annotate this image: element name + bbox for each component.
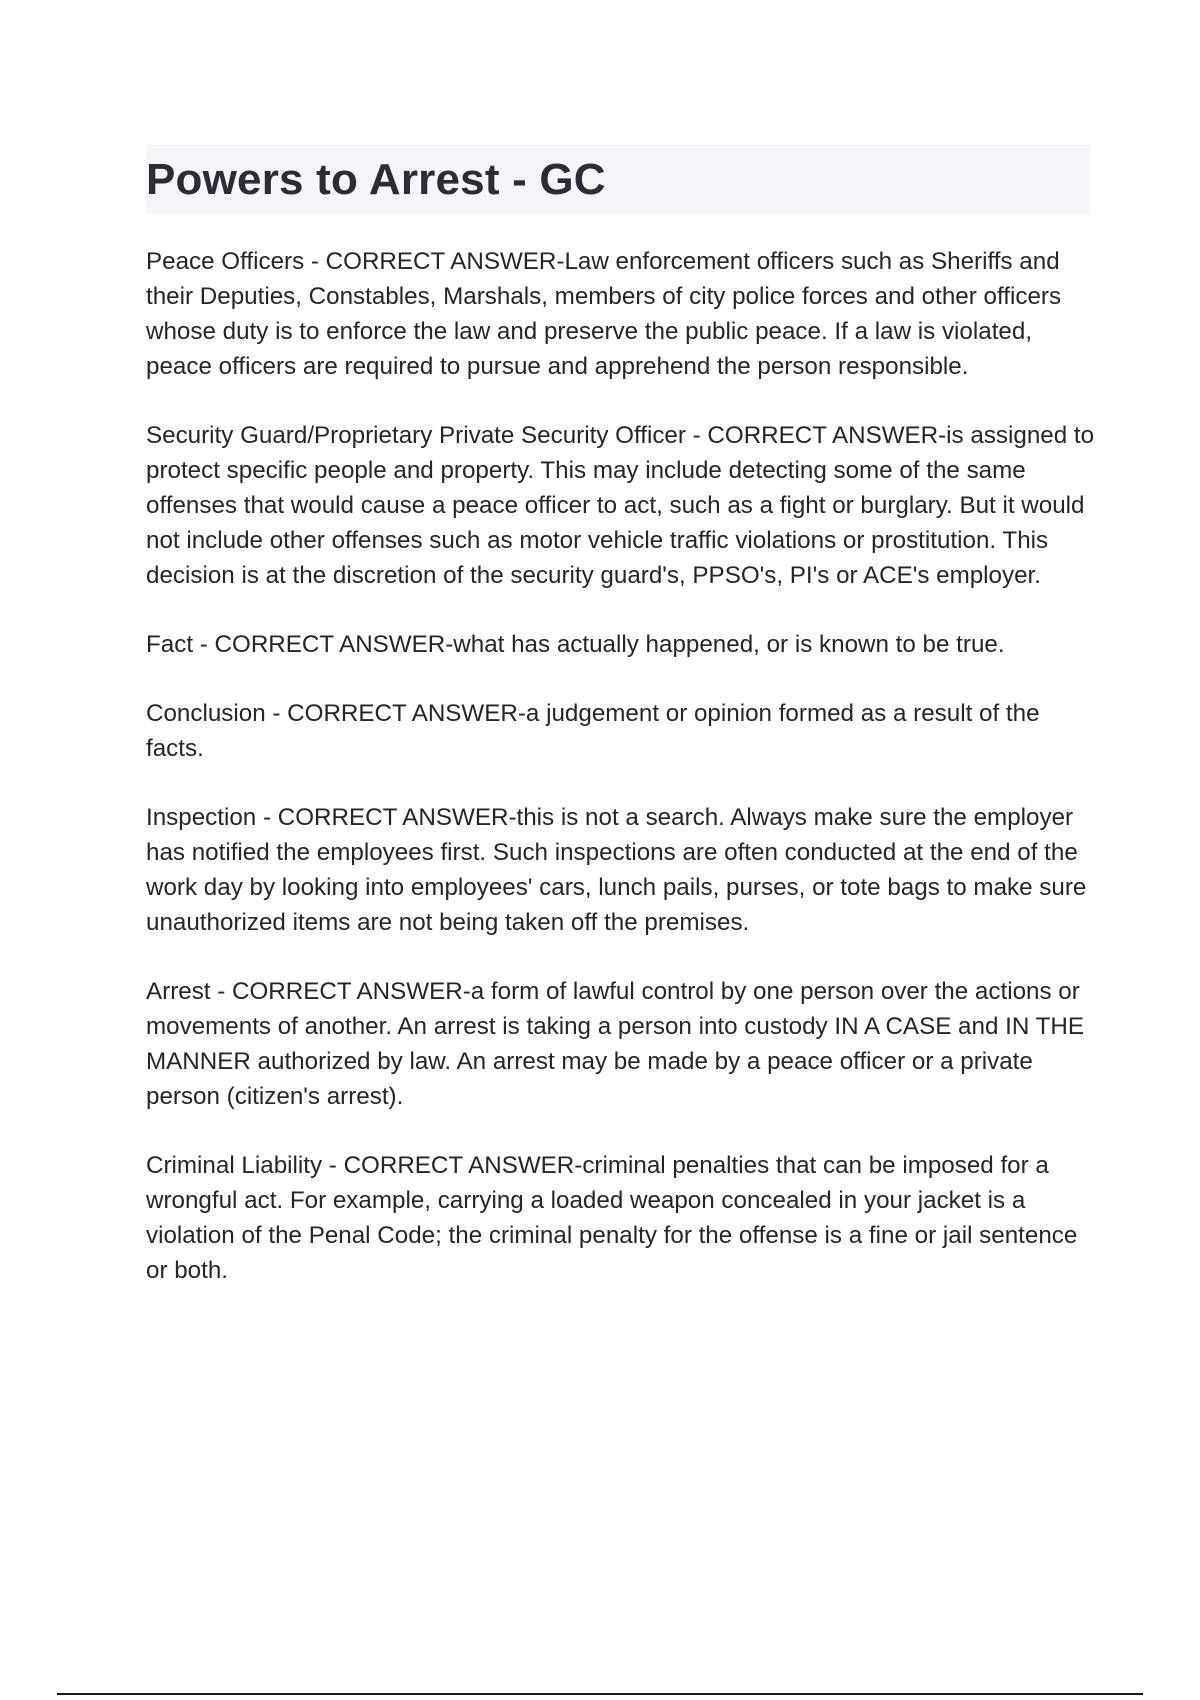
entry-inspection: Inspection - CORRECT ANSWER-this is not a search. Always make sure the employer has notified the employees first. Such inspections are often conducted at the end of the work day by looking into employees' cars, lunch pails, purses, or tote bags to make sure unauthorized items are not being taken off the premises. <box>146 804 1087 936</box>
page-title: Powers to Arrest - GC <box>146 154 606 204</box>
entry-security-guard: Security Guard/Proprietary Private Security Officer - CORRECT ANSWER-is assigned to protect specific people and property. This may include detecting some of the same offenses that would cause a peace officer to act, such as a fight or burglary. But it would not include other offenses such as motor vehicle traffic violations or prostitution. This decision is at the discretion of the security guard's, PPSO's, PI's or ACE's employer. <box>146 422 1095 589</box>
entry-arrest: Arrest - CORRECT ANSWER-a form of lawful control by one person over the actions or movements of another. An arrest is taking a person into custody IN A CASE and IN THE MANNER authorized by law. An arrest may be made by a peace officer or a private person (citizen's arrest). <box>146 978 1084 1110</box>
title-band <box>146 145 1090 214</box>
entry-conclusion: Conclusion - CORRECT ANSWER-a judgement or opinion formed as a result of the facts. <box>146 700 1040 762</box>
document-body <box>146 244 1096 1322</box>
entry-fact: Fact - CORRECT ANSWER-what has actually happened, or is known to be true. <box>146 631 1005 658</box>
entry-criminal-liability: Criminal Liability - CORRECT ANSWER-criminal penalties that can be imposed for a wrongful act. For example, carrying a loaded weapon concealed in your jacket is a violation of the Penal Code; the criminal penalty for the offense is a fine or jail sentence or both. <box>146 1152 1078 1284</box>
bottom-divider <box>57 1693 1143 1695</box>
entry-peace-officers: Peace Officers - CORRECT ANSWER-Law enforcement officers such as Sheriffs and their Deputies, Constables, Marshals, members of city police forces and other officers whose duty is to enforce the law and preserve the public peace. If a law is violated, peace officers are required to pursue and apprehend the person responsible. <box>146 248 1062 380</box>
